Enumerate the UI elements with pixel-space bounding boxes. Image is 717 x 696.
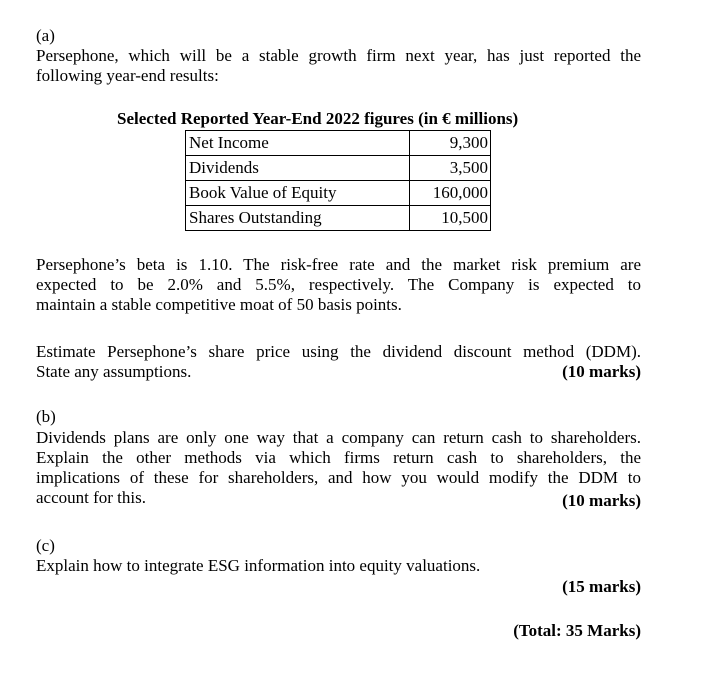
part-a-question-line-2: State any assumptions. [36,362,192,381]
part-a-context-line-1: Persephone’s beta is 1.10. The risk-free rate and the market risk premium are [36,255,641,274]
table-row [186,131,491,156]
part-b-line-1: Dividends plans are only one way that a company can return cash to shareholders. [36,428,641,447]
part-a-context-line-3: maintain a stable competitive moat of 50 basis points. [36,295,402,314]
total-marks: (Total: 35 Marks) [513,621,641,640]
part-b-line-3: implications of these for shareholders, and how you would modify the DDM to [36,468,641,487]
table-cell-label: Book Value of Equity [186,181,410,206]
table-row [186,181,491,206]
part-a-context [36,255,641,315]
part-b-text [36,428,641,508]
part-a-question-line-1: Estimate Persephone’s share price using the dividend discount method (DDM). [36,342,641,361]
table-cell-label: Shares Outstanding [186,206,410,231]
part-c-line-1: Explain how to integrate ESG information into equity valuations. [36,556,481,575]
table-cell-value: 10,500 [410,206,491,231]
table-cell-label: Dividends [186,156,410,181]
table-cell-label: Net Income [186,131,410,156]
part-a-question [36,342,641,382]
table-cell-value: 160,000 [410,181,491,206]
table-cell-value: 3,500 [410,156,491,181]
part-b-line-4: account for this. [36,488,146,507]
table-row [186,156,491,181]
part-a-marks: (10 marks) [562,362,641,381]
part-a-intro [36,46,641,86]
part-b-marks: (10 marks) [562,491,641,510]
table-row [186,206,491,231]
part-a-context-line-2: expected to be 2.0% and 5.5%, respectively. The Company is expected to [36,275,641,294]
part-c-marks: (15 marks) [562,577,641,596]
part-a-intro-line-2: following year-end results: [36,66,219,85]
part-b-label: (b) [36,407,56,426]
part-b-line-2: Explain the other methods via which firms return cash to shareholders, the [36,448,641,467]
part-a-label: (a) [36,26,55,45]
table-title: Selected Reported Year-End 2022 figures (in € millions) [117,109,519,128]
part-c-label: (c) [36,536,55,555]
part-a-intro-line-1: Persephone, which will be a stable growth firm next year, has just reported the [36,46,641,65]
table-cell-value: 9,300 [410,131,491,156]
figures-table [185,130,491,231]
